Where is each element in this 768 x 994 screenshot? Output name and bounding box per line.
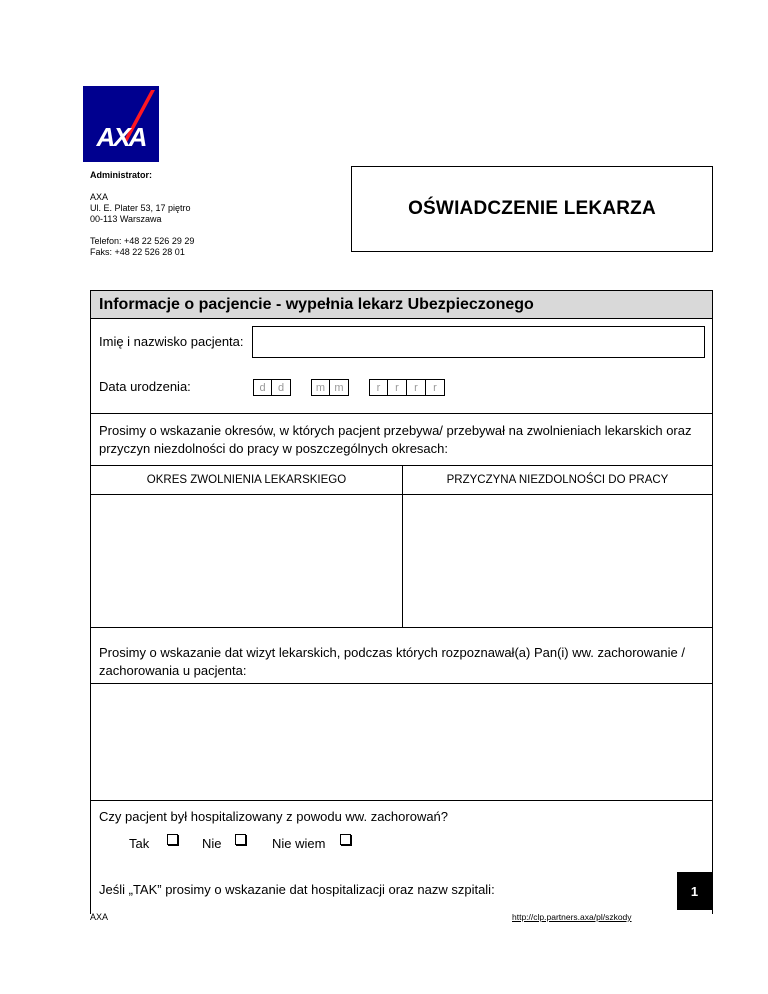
visits-entry-area[interactable] — [91, 684, 712, 800]
administrator-address-1: Ul. E. Plater 53, 17 piętro — [90, 203, 191, 213]
footer-company: AXA — [90, 912, 109, 922]
section-heading: Informacje o pacjencie - wypełnia lekarz Ubezpieczonego — [91, 291, 712, 319]
hospitalization-question: Czy pacjent był hospitalizowany z powodu ww. zachorowań? — [99, 809, 449, 824]
option-yes-label: Tak — [129, 836, 150, 851]
year-cell[interactable]: r — [369, 379, 388, 396]
option-no-label: Nie — [202, 836, 222, 851]
year-cell[interactable]: r — [407, 379, 426, 396]
administrator-heading: Administrator: — [90, 170, 153, 180]
year-cell[interactable]: r — [426, 379, 445, 396]
checkbox-yes[interactable] — [167, 834, 178, 845]
administrator-address-2: 00-113 Warszawa — [90, 214, 162, 224]
birth-month-field[interactable] — [311, 379, 349, 396]
divider — [91, 627, 712, 628]
period-entry-area[interactable] — [91, 495, 402, 627]
divider — [91, 800, 712, 801]
month-cell[interactable]: m — [330, 379, 349, 396]
column-header-reason: PRZYCZYNA NIEZDOLNOŚCI DO PRACY — [446, 474, 669, 486]
month-cell[interactable]: m — [311, 379, 330, 396]
document-title: OŚWIADCZENIE LEKARZA — [408, 198, 656, 219]
divider — [91, 413, 712, 414]
birth-day-field[interactable] — [253, 379, 291, 396]
periods-request-text: Prosimy o wskazanie okresów, w których pacjent przebywa/ przebywał na zwolnieniach lekarskich oraz przyczyn niezdolności do pracy w poszczególnych okresach: — [99, 423, 692, 456]
visits-request-text: Prosimy o wskazanie dat wizyt lekarskich, podczas których rozpoznawał(a) Pan(i) ww. zachorowanie / zachorowania u pacjenta: — [99, 645, 685, 678]
birth-date-label: Data urodzenia: — [99, 379, 191, 394]
birth-year-field[interactable] — [369, 379, 445, 396]
patient-name-label: Imię i nazwisko pacjenta: — [99, 334, 244, 349]
day-cell[interactable]: d — [272, 379, 291, 396]
year-cell[interactable]: r — [388, 379, 407, 396]
administrator-company: AXA — [90, 192, 109, 202]
footer-link[interactable]: http://clp.partners.axa/pl/szkody — [512, 912, 632, 922]
hospitalization-request-text: Jeśli „TAK” prosimy o wskazanie dat hospitalizacji oraz nazw szpitali: — [99, 882, 495, 897]
administrator-phone: Telefon: +48 22 526 29 29 — [90, 236, 195, 246]
administrator-block — [90, 170, 194, 258]
column-header-period: OKRES ZWOLNIENIA LEKARSKIEGO — [146, 474, 347, 486]
page-number: 1 — [677, 872, 712, 910]
checkbox-unknown[interactable] — [340, 834, 351, 845]
title-box — [351, 166, 713, 252]
reason-entry-area[interactable] — [403, 495, 712, 627]
logo-text: AXA — [96, 122, 146, 152]
patient-form — [90, 290, 713, 914]
patient-name-field[interactable] — [252, 326, 705, 358]
axa-logo — [83, 86, 159, 162]
checkbox-no[interactable] — [235, 834, 246, 845]
option-unknown-label: Nie wiem — [272, 836, 326, 851]
administrator-fax: Faks: +48 22 526 28 01 — [90, 247, 185, 257]
day-cell[interactable]: d — [253, 379, 272, 396]
